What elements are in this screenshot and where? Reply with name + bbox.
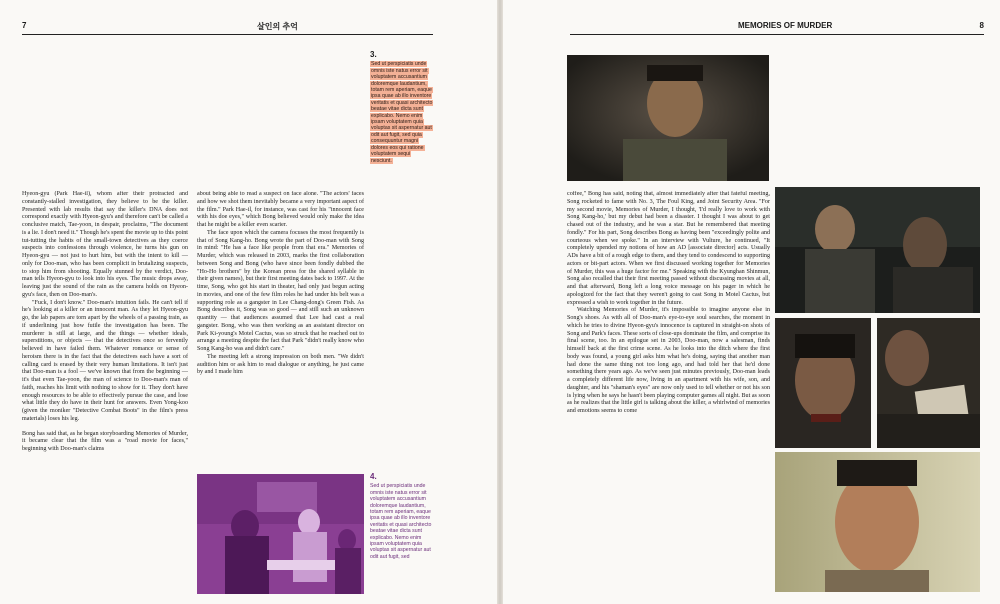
film-still-purple-image	[197, 474, 364, 594]
left-column-2	[197, 191, 364, 463]
left-page-header	[22, 18, 433, 35]
page-number: 7	[22, 21, 27, 30]
running-title: 살인의 추억	[257, 22, 298, 31]
paragraph: coffee," Bong has said, noting that, almost immediately after that fateful meeting, Song rocketed to fame with No. 3, The Foul King, and Joint Security Area. "For my second movie, Memories of Murder, I thought, 'I'd really love to work with Song Kang-ho,' but my debut had been a disaster. I thought I was about to get chased out of the industry, and he was a star. But he remembered that meeting fondly." For his part, Song describes Bong as having been "exceedingly polite and courteous when we spoke." In an interview with Vulture, he continued, "It completely upended my notions of how an AD [associate director] acts. Usually ADs have a bit of a rough edge to them, and they tend to condescend to supporting actors or bit-part actors. When we first discussed working together for Memories of Murder, this was a huge factor for me." Speaking with the Kyunghan Shinmun, Song also recalled that their first meeting passed without discussing movies at all, and that afterward, Bong left a long voice message on his pager in which he apologized for the fact that they weren't going to cast Song in Motel Cactus, but expressed a wish to work together in the future.	[567, 191, 770, 306]
right-page-header	[570, 18, 984, 35]
paragraph: Bong has said that, as he began storyboarding Memories of Murder, it became clear that the film was a "road movie for faces," beginning with Doo-man's claims	[22, 430, 188, 452]
paragraph: Watching Memories of Murder, it's impossible to imagine anyone else in Song's shoes. As with all of Doo-man's eye-to-eye soul searches, the moment in which he tries to divine Hyeon-gyu's innocence is captured in straight-on shots of Song and Park's faces. These sorts of close-ups dominate the film, and comprise its final scene, too. In an epilogue set in 2003, Doo-man, now a salesman, finds himself back at the first crime scene. As he looks into the ditch where the first body was found, a young girl asks him what he's doing, saying that another man had done the same thing not too long ago, and had told her that he'd done something there years ago. As we've seen just minutes previously, Doo-man leads a completely different life now, living in an apartment with his wife, son, and daughter, and his "shaman's eyes" are now only used to tell whether or not his son is lying when he says he hasn't been playing computer games all night. But as soon as he realizes that the little girl is talking about the killer, a whirlwind of memories and emotions seems to come	[567, 307, 770, 414]
paragraph: The face upon which the camera focuses the most frequently is that of Song Kang-ho. Bong wrote the part of Doo-man with Song in mind: "He has a face like people from that era." Memories of Murder, which was released in 2003, marks the first collaboration between Song and Bong (who have since been fondly dubbed the "Ho-Ho brothers" by the Korean press for the shared syllable in their given names), but their first meeting dates back to 1997. At the time, Song, who got his start in theater, had only just begun acting in movies, and one of the few film roles he had under his belt was a supporting role as a gangster in Lee Chang-dong's Green Fish. As Bong describes it, Song was so good — and still such an unknown quantity — that audiences assumed that Lee had cast a real gangster. Bong, who was then working as an assistant director on Park Ki-young's Motel Cactus, was so struck that he reached out to arrange a meeting despite the fact that Park "didn't really know who Song Kang-ho was and didn't care."	[197, 229, 364, 352]
right-column	[567, 191, 770, 597]
right-page	[503, 0, 1000, 604]
paragraph: The meeting left a strong impression on both men. "We didn't audition him or ask him to read dialogue or anything, he just came by and I made him	[197, 353, 364, 376]
film-still-documents-image	[877, 318, 980, 448]
film-still-confrontation	[775, 187, 980, 313]
film-still-song-closeup-image	[567, 55, 769, 181]
paragraph: about being able to read a suspect on face alone. "The actors' faces and how we shot them inevitably became a very important aspect of the film." Park Hae-il, for instance, was cast for his "innocent face with his doe eyes," which Bong believed would only make the idea that he might be a killer even scarier.	[197, 191, 364, 228]
margin-note-3	[370, 52, 433, 164]
running-title: MEMORIES OF MURDER	[738, 21, 833, 30]
film-still-confrontation-image	[775, 187, 980, 313]
note-text: Sed ut perspiciatis unde omnis iste natus error sit voluptatem accusantium doloremque laudantium, totam rem aperiam, eaque ipsa quae ab illo inventore veritatis et quasi architecto beatae vitae dicta sunt explicabo. Nemo enim ipsam voluptatem quia voluptas sit aspernatur aut odit aut fugit, sed	[370, 483, 432, 560]
note-number: 4.	[370, 472, 377, 481]
film-still-song-closeup	[567, 55, 769, 181]
film-still-hyeon-gyu	[775, 318, 871, 448]
film-still-hyeon-gyu-image	[775, 318, 871, 448]
film-still-documents	[877, 318, 980, 448]
note-text: Sed ut perspiciatis unde omnis iste natus error sit voluptatem accusantium doloremque laudantium, totam rem aperiam, eaque ipsa quae ab illo inventore veritatis et quasi architecto beatae vitae dicta sunt explicabo. Nemo enim ipsam voluptatem quia voluptas sit aspernatur aut odit aut fugit, sed quia consequuntur magni dolores eos qui ratione voluptatem sequi nesciunt.	[371, 61, 433, 164]
note-number: 3.	[370, 50, 377, 59]
film-still-purple	[197, 474, 364, 594]
left-column-1	[22, 191, 188, 591]
paragraph: "Fuck, I don't know." Doo-man's intuition fails. He can't tell if he's looking at a killer or an innocent man. As they let Hyeon-gyu go, the lab papers are torn apart by the wheels of a passing train, as if underlining just how futile the investigation has been. The murderer is still at large, and the things — whether ideals, superstitions, or objects — that the detectives once so fervently believed in have failed them. Whatever romance or sense of heroism there is in the fact that the detectives each have a sort of calling card is erased by their very human limitations. It isn't just that Doo-man is a fool — we've known that from the beginning — it's that even Tae-yoon, the man of science to Doo-man's man of faith, reaches his limit with nothing to show for it. They don't have enough resources to be able to effectively pursue the case, and lose what little they do have in their hunt for answers. Even Yong-koo (given the moniker "Detective Combat Boots" in the film's press materials) loses his leg.	[22, 299, 188, 422]
film-still-final-closeup-image	[775, 452, 980, 592]
left-page	[0, 0, 497, 604]
page-number: 8	[979, 21, 984, 30]
paragraph: Hyeon-gyu (Park Hae-il), whom after their protracted and constantly-stalled investigation, they believe to be the killer. Presented with lab results that say the killer's DNA does not correspond exactly with Hyeon-gyu's and therefore can't be called a conclusive match, Tae-yoon, in despair, proclaims, "The document is a lie. I don't need it." Though he's spent the movie up to this point tut-tutting the habits of the small-town detectives as they coerce suspects into confessions through violence, he turns his gun on Hyeon-gyu — not just to hurt him, but with the intent to kill — only for Doo-man, who has been complicit in brutalizing suspects, to stop him from shooting. Equally stunned by the verdict, Doo-man tells Hyeon-gyu to look into his eyes. The music drops away, leaving just the sound of the rain as the camera holds on Hyeon-gyu's face, then on Doo-man's.	[22, 191, 188, 298]
margin-note-4	[370, 474, 432, 560]
film-still-final-closeup	[775, 452, 980, 592]
